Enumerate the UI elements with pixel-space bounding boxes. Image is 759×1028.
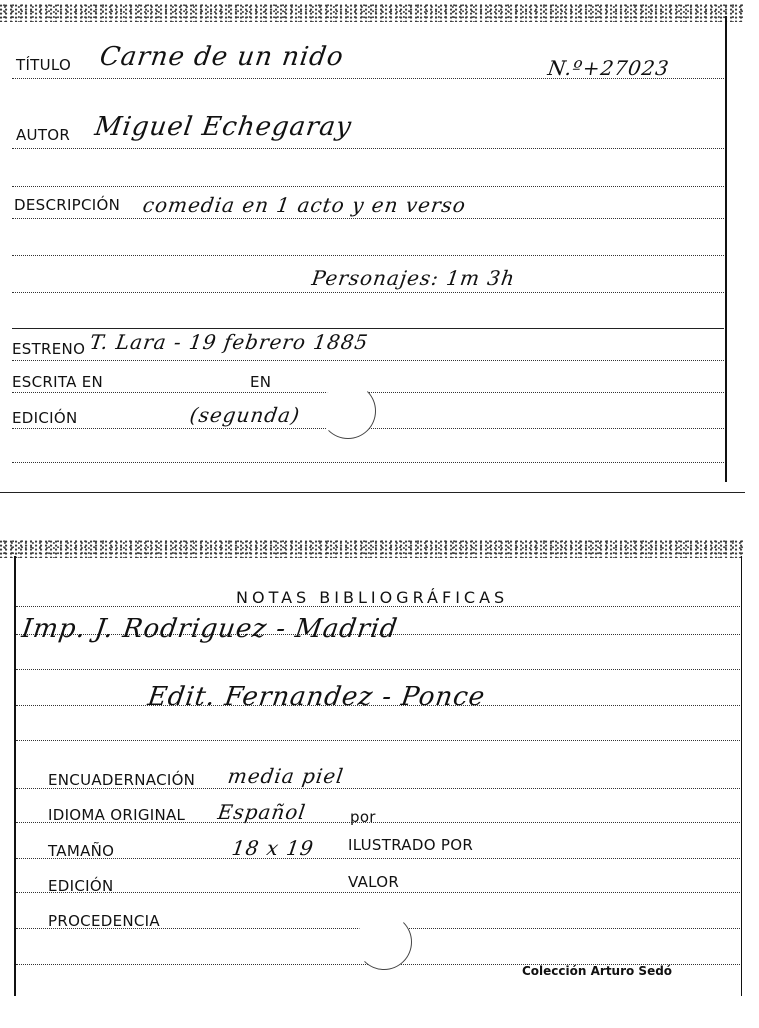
rule-line: [16, 858, 740, 860]
autor-label: AUTOR: [16, 126, 71, 144]
descripcion-value: comedia en 1 acto y en verso: [141, 193, 468, 217]
estreno-label: ESTRENO: [12, 340, 86, 358]
numero-registro: N.º+27023: [546, 56, 672, 80]
titulo-label: TÍTULO: [16, 56, 72, 74]
edicion-label: EDICIÓN: [48, 877, 114, 895]
card-edge-texture: [0, 540, 745, 558]
rule-line: [12, 148, 724, 150]
card-right-border: [741, 556, 742, 996]
tamano-value: 18 x 19: [230, 836, 316, 860]
rule-line: [12, 218, 724, 220]
tamano-label: TAMAÑO: [48, 842, 115, 860]
autor-value: Miguel Echegaray: [92, 112, 354, 142]
rule-line: [16, 740, 740, 742]
nota-line-1: Imp. J. Rodriguez - Madrid: [19, 614, 400, 644]
idioma-label: IDIOMA ORIGINAL: [48, 806, 186, 824]
rule-line: [12, 186, 724, 188]
card-separator: [0, 492, 745, 493]
procedencia-label: PROCEDENCIA: [48, 912, 160, 930]
ilustrado-label: ILUSTRADO POR: [348, 836, 474, 854]
card-edge-texture: [0, 4, 745, 22]
collection-credit: Colección Arturo Sedó: [522, 964, 673, 978]
rule-line: [12, 255, 724, 257]
punch-hole: [356, 914, 412, 970]
encuadernacion-label: ENCUADERNACIÓN: [48, 771, 196, 789]
titulo-value: Carne de un nido: [97, 42, 346, 72]
rule-line: [16, 892, 740, 894]
idioma-value: Español: [216, 800, 308, 824]
escrita-en-label: ESCRITA EN: [12, 373, 104, 391]
rule-line: [12, 292, 724, 294]
card-right-border: [725, 16, 727, 482]
rule-line: [12, 360, 724, 362]
nota-line-2: Edit. Fernandez - Ponce: [145, 682, 488, 712]
descripcion-label: DESCRIPCIÓN: [14, 196, 121, 214]
catalog-card-top: [0, 0, 745, 488]
rule-line: [12, 462, 724, 464]
card-left-border: [14, 556, 16, 996]
notas-heading: NOTAS BIBLIOGRÁFICAS: [236, 588, 509, 607]
edicion-label: EDICIÓN: [12, 409, 78, 427]
personajes-value: Personajes: 1m 3h: [310, 266, 517, 290]
rule-line: [16, 669, 740, 671]
valor-label: VALOR: [348, 873, 400, 891]
estreno-value: T. Lara - 19 febrero 1885: [88, 330, 371, 354]
encuadernacion-value: media piel: [226, 764, 346, 788]
por-label: por: [350, 808, 376, 826]
en-label: EN: [250, 373, 272, 391]
punch-hole: [320, 383, 376, 439]
catalog-card-bottom: [0, 532, 745, 1002]
edicion-value: (segunda): [188, 403, 302, 427]
